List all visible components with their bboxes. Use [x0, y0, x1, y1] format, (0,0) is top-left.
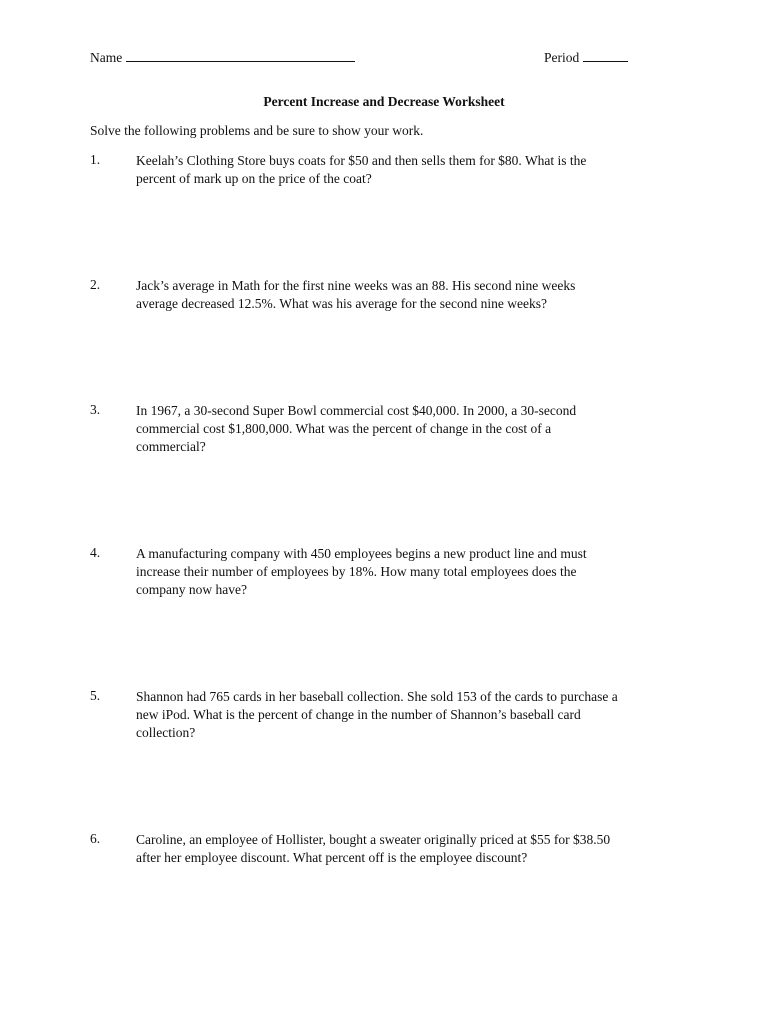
problem-text [136, 152, 691, 188]
problem-text [136, 688, 691, 742]
name-blank-line [126, 47, 355, 62]
problem-line: after her employee discount. What percent off is the employee discount? [136, 850, 528, 865]
period-blank-line [583, 47, 628, 62]
period-field [544, 47, 628, 66]
problem-line: In 1967, a 30-second Super Bowl commercial cost $40,000. In 2000, a 30-second [136, 403, 577, 418]
problem-line: A manufacturing company with 450 employees begins a new product line and must [136, 546, 587, 561]
period-label: Period [544, 50, 580, 65]
problem-text [136, 831, 691, 867]
problem-line: Jack’s average in Math for the first nine weeks was an 88. His second nine weeks [136, 278, 576, 293]
problem-number: 5. [90, 688, 101, 703]
worksheet-title: Percent Increase and Decrease Worksheet [263, 94, 505, 109]
problem-text [136, 545, 691, 599]
header-row [90, 47, 690, 67]
problem-line: Shannon had 765 cards in her baseball collection. She sold 153 of the cards to purchase a [136, 689, 618, 704]
problem-line: average decreased 12.5%. What was his average for the second nine weeks? [136, 296, 547, 311]
problem-line: Keelah’s Clothing Store buys coats for $50 and then sells them for $80. What is the [136, 153, 587, 168]
problem-text [136, 402, 691, 456]
problem-line: commercial? [136, 439, 206, 454]
problem-line: Caroline, an employee of Hollister, bought a sweater originally priced at $55 for $38.50 [136, 832, 611, 847]
problem-line: company now have? [136, 582, 247, 597]
problem-line: increase their number of employees by 18%. How many total employees does the [136, 564, 577, 579]
problem-line: collection? [136, 725, 196, 740]
problem-line: new iPod. What is the percent of change in the number of Shannon’s baseball card [136, 707, 581, 722]
problem-number: 1. [90, 152, 101, 167]
problem-number: 3. [90, 402, 101, 417]
name-label: Name [90, 50, 123, 65]
problem-number: 6. [90, 831, 101, 846]
problem-number: 2. [90, 277, 101, 292]
problem-line: commercial cost $1,800,000. What was the percent of change in the cost of a [136, 421, 552, 436]
name-field [90, 47, 355, 66]
problem-text [136, 277, 691, 313]
problem-line: percent of mark up on the price of the coat? [136, 171, 372, 186]
problem-number: 4. [90, 545, 101, 560]
instructions: Solve the following problems and be sure to show your work. [90, 123, 424, 138]
